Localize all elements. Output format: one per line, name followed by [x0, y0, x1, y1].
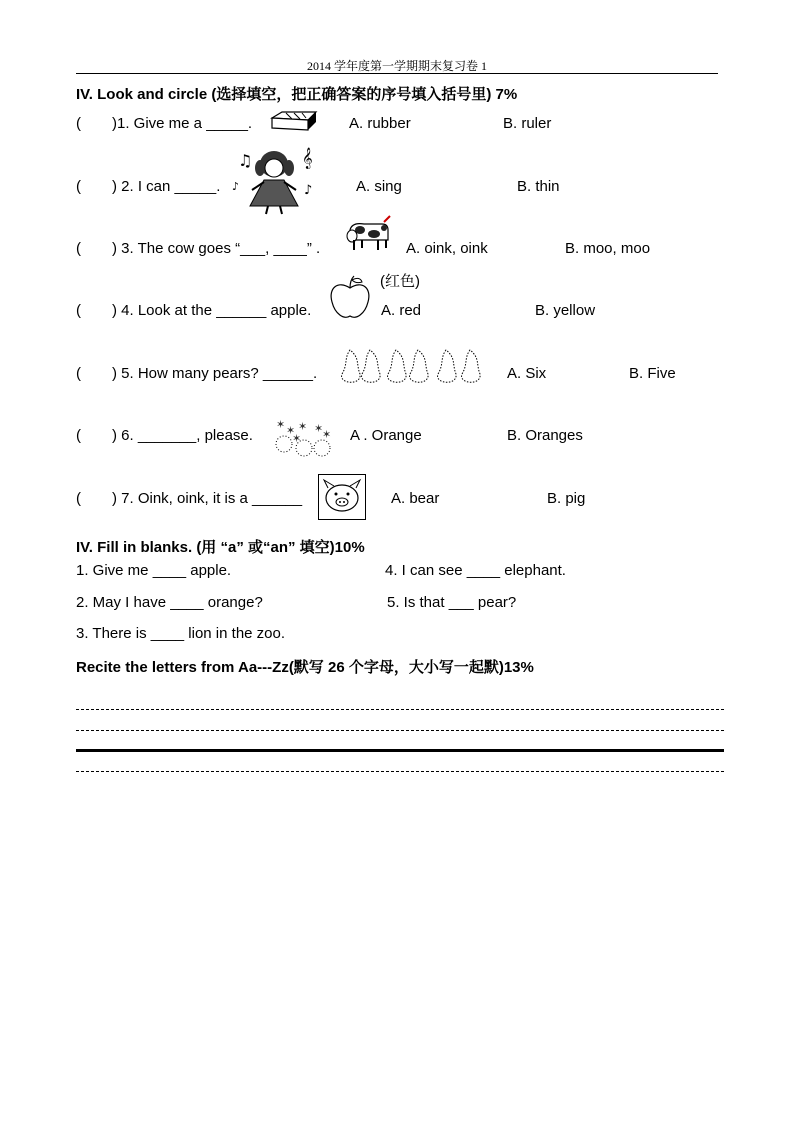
- eraser-icon: [268, 110, 318, 132]
- writing-line-dashed: [76, 771, 724, 772]
- question-text: ) 3. The cow goes “___, ____” .: [112, 240, 321, 257]
- question-text: ) 5. How many pears? ______.: [112, 365, 318, 382]
- option-b[interactable]: B. thin: [517, 178, 560, 195]
- option-a[interactable]: A. Six: [507, 365, 547, 382]
- fill-blank-item: 3. There is ____ lion in the zoo.: [76, 625, 286, 642]
- section-title-fill-in-blanks: IV. Fill in blanks. (用 “a” 或“an” 填空)10%: [76, 539, 365, 556]
- option-a[interactable]: A . Orange: [350, 427, 422, 444]
- answer-paren[interactable]: (: [76, 365, 81, 382]
- header-rule: [76, 73, 718, 74]
- question-text: )1. Give me a _____.: [112, 115, 253, 132]
- oranges-icon: [270, 416, 336, 460]
- answer-paren[interactable]: (: [76, 302, 81, 319]
- svg-text:✶: ✶: [286, 424, 296, 437]
- answer-paren[interactable]: (: [76, 178, 81, 195]
- writing-line-solid: [76, 749, 724, 752]
- option-a[interactable]: A. red: [381, 302, 422, 319]
- question-text: ) 7. Oink, oink, it is a ______: [112, 490, 303, 507]
- svg-text:♪: ♪: [304, 183, 313, 198]
- pears-icon: [338, 344, 496, 388]
- svg-text:♪: ♪: [232, 180, 240, 193]
- writing-line-dashed: [76, 709, 724, 710]
- question-text: ) 2. I can _____.: [112, 178, 221, 195]
- svg-text:♫: ♫: [238, 151, 253, 170]
- svg-text:✶: ✶: [298, 420, 308, 433]
- answer-paren[interactable]: (: [76, 240, 81, 257]
- answer-paren[interactable]: (: [76, 115, 81, 132]
- option-a[interactable]: A. sing: [356, 178, 402, 195]
- option-b[interactable]: B. ruler: [503, 115, 552, 132]
- svg-text:✶: ✶: [314, 422, 324, 435]
- option-a[interactable]: A. bear: [391, 490, 440, 507]
- cow-icon: [344, 214, 392, 254]
- fill-blank-item: 2. May I have ____ orange?: [76, 594, 263, 611]
- svg-text:𝄞: 𝄞: [302, 148, 313, 169]
- option-b[interactable]: B. Five: [629, 365, 676, 382]
- option-b[interactable]: B. pig: [547, 490, 586, 507]
- svg-text:✶: ✶: [276, 418, 286, 431]
- question-text: ) 4. Look at the ______ apple.: [112, 302, 312, 319]
- question-text: ) 6. _______, please.: [112, 427, 253, 444]
- apple-icon: [326, 274, 374, 322]
- answer-paren[interactable]: (: [76, 490, 81, 507]
- color-hint: (红色): [380, 273, 420, 290]
- svg-text:✶: ✶: [292, 432, 302, 445]
- pig-icon: [318, 474, 366, 520]
- svg-text:✶: ✶: [322, 428, 332, 441]
- option-b[interactable]: B. yellow: [535, 302, 596, 319]
- fill-blank-item: 1. Give me ____ apple.: [76, 562, 232, 579]
- answer-paren[interactable]: (: [76, 427, 81, 444]
- option-a[interactable]: A. oink, oink: [406, 240, 488, 257]
- section-title-recite-letters: Recite the letters from Aa---Zz(默写 26 个字母，大小写一起默)13%: [76, 659, 534, 676]
- fill-blank-item: 4. I can see ____ elephant.: [385, 562, 566, 579]
- option-b[interactable]: B. Oranges: [507, 427, 583, 444]
- fill-blank-item: 5. Is that ___ pear?: [387, 594, 517, 611]
- writing-line-dashed: [76, 730, 724, 731]
- page-header: 2014 学年度第一学期期末复习卷 1: [306, 59, 487, 73]
- option-a[interactable]: A. rubber: [349, 115, 411, 132]
- singing-girl-icon: [232, 146, 322, 216]
- option-b[interactable]: B. moo, moo: [565, 240, 651, 257]
- section-title-look-and-circle: IV. Look and circle (选择填空，把正确答案的序号填入括号里) 7%: [76, 86, 518, 103]
